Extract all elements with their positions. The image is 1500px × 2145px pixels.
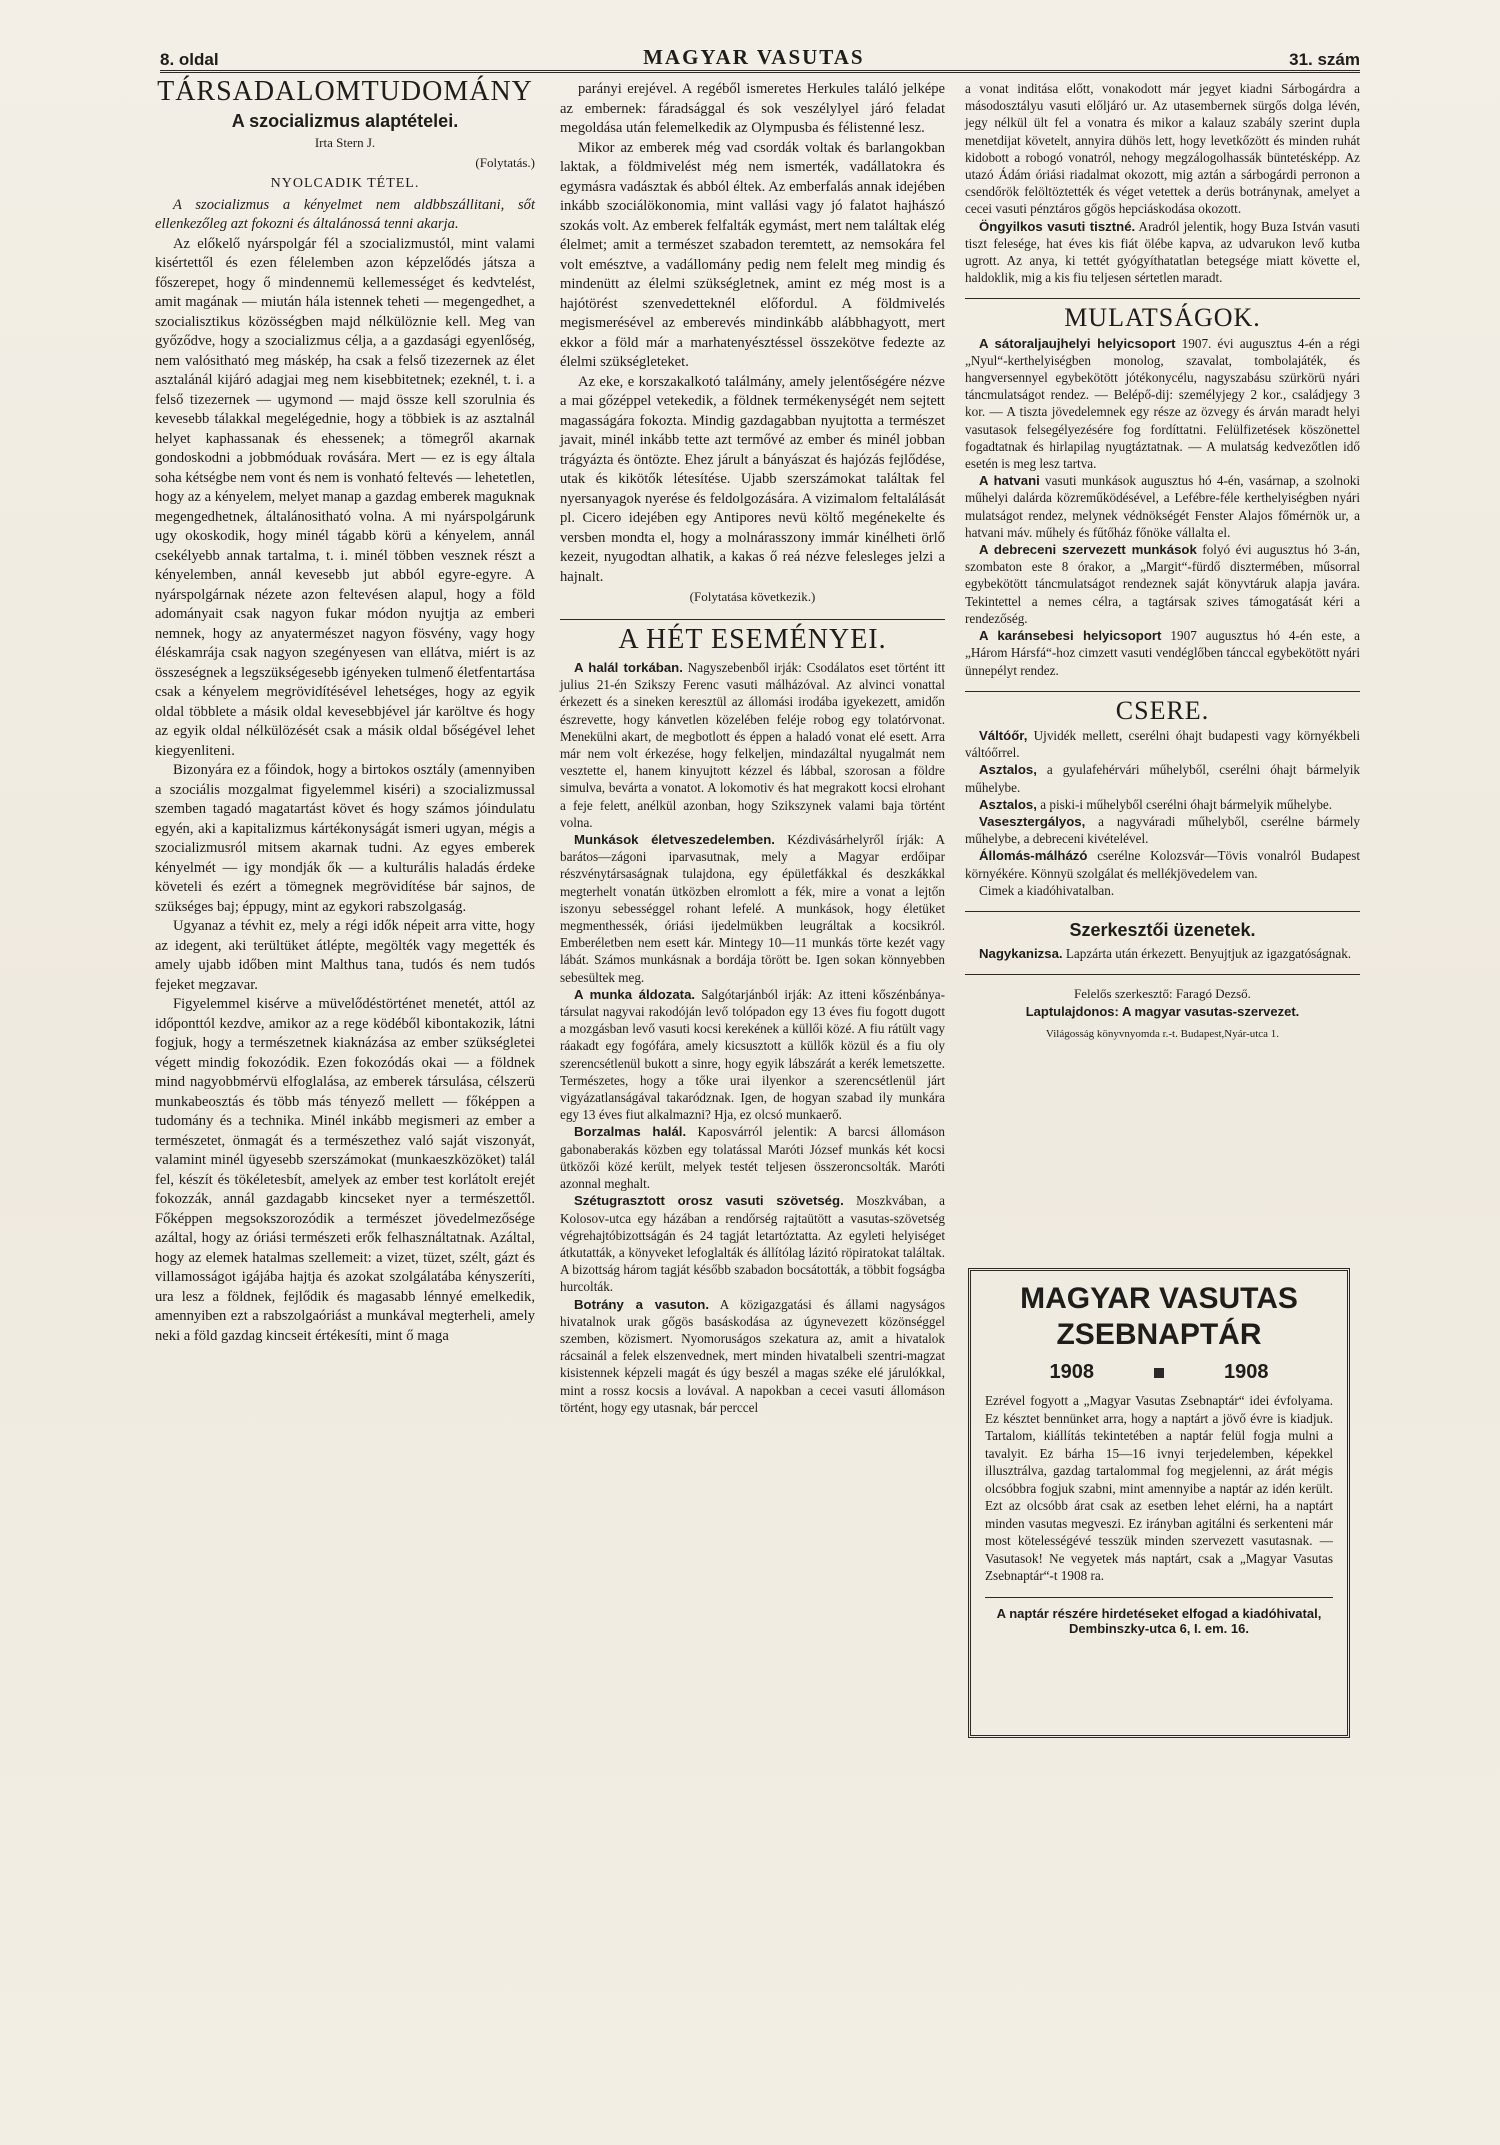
paragraph: parányi erejével. A regéből ismeretes Herkules találó jelképe az embernek: fáradsággal és sok veszélylyel járó feladat megoldása után felemelkedik az Olympusba és félistenné lesz. [560,81,945,136]
notice-item [965,335,1360,473]
paragraph: Ugyanaz a tévhit ez, mely a régi idők népeit arra vitte, hogy az idegent, aki terültüket átlépte, megölték vagy megették és amely ujabb időben mint Malthus tana, tudós és nem tudós fejeket megzavar. [155,918,535,993]
news-text: Aradról jelentik, hogy Buza István vasuti tiszt felesége, hat éves kis fiát ölébe kapva, az udvarukon levő kutba ugrott. Az anya, ki tettét gyógyíthatatlan betegsége miatt követte el, haldoklik, mig a kis fiu teljesen sértetlen maradt. [965,218,1360,286]
imprint-editor: Felelős szerkesztő: Faragó Dezső. [1074,986,1251,1002]
article-lead: A szocializmus a kényelmet nem aldbbszállitani, sőt ellenkezőleg azt fokozni és általánossá tenni akarja. [155,196,535,232]
notice-text: 1907 augusztus hó 4-én este, a „Három Hársfá“-hoz cimzett vasuti vendéglőben tánccal egybekötött nyári ünnepélyt rendez. [965,628,1360,678]
news-keyword: Öngyilkos vasuti tisztné. [979,218,1136,234]
exchange-text: Ujvidék mellett, cserélni óhajt budapesti vagy környékbeli váltóőrrel. [965,727,1360,761]
divider [965,974,1360,975]
exchange-footer: Cimek a kiadóhivatalban. [979,882,1115,898]
notice-item [965,472,1360,541]
editor-note-keyword: Nagykanizsa. [979,946,1063,962]
paragraph: Az előkelő nyárspolgár fél a szocializmustól, mint valami kisértettől és ezen félelemben azon képzelődés játsza a főszerepet, hogy ő mindennemü kellemességet és kedvtelést, amit magának — miután hála istennek teheti — megengedhet, a szocialisztikus közösségben majd nélkülöznie kell. Meg van győződve, hogy a szocializmus célja, a a gazdasági egyenlőség, nem valósitható meg máskép, ha csak a felső tizezernek az élet asztalánál kijáró adagjai meg nem kisebbitetnek; ezeknél, t. i. a felső tizezernek — ugymond — majd össze kell szorulnia és kevesebb tálakkal megelégednie, hogy a többiek is az asztalnál helyet kaphassanak és ehessenek; a tömegről akarnak gondoskodni a jobbmóduak rovására. Mert — ez is egy általa soha kétségbe nem vont és nem is vonható feltevés — lehetetlen, hogy az a kényelem, melyet manap a gazdag emberek maguknak megengedhetnek, általánositható volna. A mi nyárspolgárunk ugy okoskodik, hogy minél tágabb körü a kényelem, annál csekélyebb annak tartalma, t. i. minél többen vesznek részt a kényelemben, annál kevesebb jut abból egyre-egyre. A nyárspolgárnak nézete azon feltevésen alapul, hogy a föld adományait csak nagyon fukar módon nyujtja az emberi nemnek, hogy az anyatermészet nagyon fösvény, vagy hogy éléskamrája csak nagyon szegényesen van ellátva, miért is az összeségnek a legszükségesebb igényeken tulmenő életfentartása csak a kényelem megrövidítésével lehetséges, hogy az egyik oldal többlete a másik oldal kevesebbjével jár karöltve és hogy az egyik oldal nélkülözését csak a másik oldal bőségével lehet kiegyenliteni. [155,235,535,759]
exchange-item [965,847,1360,881]
imprint-owner: Laptulajdonos: A magyar vasutas-szervezet. [1025,1003,1300,1019]
divider [965,691,1360,692]
divider [560,619,945,620]
masthead-title: MAGYAR VASUTAS [643,45,865,69]
chapter-heading: NYOLCADIK TÉTEL. [270,176,420,191]
exchange-item [965,813,1360,847]
page-number: 8. oldal [160,50,219,69]
news-continuation: a vonat inditása előtt, vonakodott már jegyet kiadni Sárbogárdra a másodosztályu vasuti előljáró ur. Az utasembernek sürgős dolga lévén, jegy nélkül ült fel a vonatra és mikor a kalauz szabály szerint dupla menetdijat követelt, annyira dühös lett, hogy levetkőzött és minden ruhát kidobott a robogó vonatról, nehogy megzálogolhassák büntetésképp. Az utazó Ádám óriási riadalmat okozott, mig aztán a sárbogárdi perronon a csendőrök felöltöztették és véget vetettek a derüs botránynak, amelyet a cecei vasuti pénztáros gőgös hepciáskodása okozott. [965,81,1360,217]
news-keyword: Borzalmas halál. [574,1124,687,1140]
news-text: Nagyszebenből irják: Csodálatos eset történt itt julius 21-én Szikszy Ferenc vasuti málházóval. Az alvinci vonattal érkezett és a sineken keresztül az állomási irodába igyekezett, amidőn észrevette, hogy kánvetlen közelében feléje robog egy tolatórvonat. Menekülni akart, de megbotlott és éppen a haladó vonat elé esett. Arra már nem volt érkezése, hogy felkeljen, mindazáltal nyugalmát nem vesztette el, hanem kinyujtott kézzel és lábbal, szorosan a földre simulva, bevárta a vonatot. A lokomotiv és hat megrakott kocsi elrohant a feje felett, anélkül azonban, hogy Szikszynek valami baja történt volna. [560,660,946,830]
notice-text: folyó évi augusztus hó 3-án, szombaton este 8 órakor, a „Margit“-fürdő disztermében, műsorral egybekötött táncmulatságot rendeznek saját könyvtáruk alapja javára. Tekintettel a nemes célra, a tagtársak szives támogatását kéri a rendezőség. [965,542,1361,626]
exchange-text: cserélne Kolozsvár—Tövis vonalról Budapest környékére. Könnyü szolgálat és mellékjövedelem van. [965,848,1360,881]
ad-title-2: ZSEBNAPTÁR [1056,1318,1262,1351]
editor-note-text: Lapzárta után érkezett. Benyujtjuk az igazgatóságnak. [1065,946,1352,962]
exchange-keyword: Asztalos, [979,762,1037,778]
news-item [560,1296,945,1416]
notice-text: vasuti munkások augusztus hó 4-én, vasárnap, a szolnoki műhelyi dalárda közreműködésével, a Lefébre-féle kerthelyiségben nyári mulatságot rendez, melynek védnökségét Fenster Alajos főmérnök ur, a hatvani máv. műhely és fűtőház főnöke vállalta el. [965,473,1361,540]
continued-note: (Folytatás.) [475,154,535,170]
divider [965,911,1360,912]
exchange-text: a nagyváradi műhelyből, cserélne bármely műhelybe, a debreceni kivételével. [965,813,1360,847]
news-item [560,1123,945,1192]
printer-line: Világosság könyvnyomda r.-t. Budapest,Nyár-utca 1. [1045,1027,1280,1040]
notice-item [965,627,1360,679]
paragraph: Bizonyára ez a főindok, hogy a birtokos osztály (amennyiben a szociális mozgalmat figyelemmel kiséri) a szocializmussal szemben tagadó magatartást követ és hogy számos jóindulatu egyén, aki a kapitalizmus kártékonyságát ismeri ugyan, mégis a szocializmusról mitsem akarnak tudni. Az egyes emberek kényelmét — igy mondják ők — a kulturális haladás érdeke követeli és ezért a tömegnek megrövidítése bár sajnos, de szükséges baj; éppugy, mint az egykori rabszolgaság. [155,762,535,915]
ad-years [985,1361,1333,1384]
year-right: 1908 [1224,1361,1269,1383]
exchange-item [965,796,1360,813]
news-item [560,659,945,831]
column-1 [155,76,535,1346]
column-2 [560,80,945,1416]
section-title: MULATSÁGOK. [1064,303,1261,333]
exchange-keyword: Asztalos, [979,796,1037,812]
notice-text: 1907. évi augusztus 4-én a régi „Nyul“-kerthelyiségben monolog, szavalat, tombolajáték, és hangversennyel egybekötött jótékonycélu, nagyszabásu szürkörü nyári táncmulatságot rendez. — Belépő-dij: személyjegy 2 kor., családjegy 3 kor. — A tiszta jövedelemnek egy része az özvegy és árván maradt helyi vasutasok felsegélyezésére fog fordíttatni. Felülfizetések köszönettel fogadtatnak és hirlapilag nyugtáztatnak. — A mulatság kedvezőtlen idő esetén is meg lesz tartva. [965,335,1360,472]
news-text: Moszkvában, a Kolosov-utca egy házában a rendőrség rajtaütött a vasutas-szövetség végrehajtóbizottságán és 24 tagját letartóztatta. Az egyleti helyiséget átkutatták, a könyveket lefoglalták és állítólag lázitó röpiratokat találtak. A bizottság három tagját később szabadon bocsátották, a többit fogságba hurcolták. [560,1193,946,1295]
news-item [965,218,1360,287]
section-title: TÁRSADALOMTUDOMÁNY [157,76,533,107]
exchange-item [965,727,1360,761]
section-title: Szerkesztői üzenetek. [1069,919,1256,940]
news-text: A közigazgatási és állami nagyságos hivatalnok urak gőgös basáskodása az úgynevezett közönséggel szemben, közismert. Nyomoruságos szekatura az, amit a hivatalok rácsainál a felek elszenvednek, mert minden hivatalbeli szentri-magzat kisistennek képzeli magát és úgy beszél a magas széke elé járulókkal, mint a rossz kocsis a lovával. A napokban a cecei vasuti állomáson történt, hogy egy utasnak, bár perccel [560,1296,946,1415]
issue-number: 31. szám [1289,50,1360,69]
notice-keyword: A sátoraljaujhelyi helyicsoport [979,335,1176,351]
news-item [560,1192,945,1295]
news-text: Salgótarjánból irják: Az itteni kőszénbánya-társulat nagyvai rakodóján levő tolópadon egy 13 éves fiu fogott dugott a mozgásban levő vasuti kocsi kerekének a küllői közé. A fiu rátült vagy ráakadt egy fogófára, amely kicsusztott a küllők közül és a fiu oly szerencsétlenül bukott a sinre, hogy egyik lábszárát a kerék lemetszette. Természetes, hogy a tőke urai ilyenkor a szerencsétlenül járt vigyázatlanságával takaródznak. Igen, de hogyan szabad ily munkára egy 13 éves fiut alkalmazni? Hja, ez olcsó munkaerő. [560,986,945,1123]
news-item [560,986,945,1124]
news-keyword: A halál torkában. [574,660,683,675]
almanac-advertisement [968,1268,1350,1738]
paragraph: Mikor az emberek még vad csordák voltak és barlangokban laktak, a földmivelést még nem ismerték, vadállatokra és egymásra vadásztak és abból éltek. Az emberfalás annak idejében inkább szociálökonomia, mint vallási vagy jó falatot hajhászó szokás volt. Az emberek felfalták egymást, mert nem találtak elég élelmet; amit a természet szabadon teremtett, az nemsokára fel volt emésztve, a vadállomány pedig nem felelt meg mindig és mindenütt az élelmi szükségletnek, amint ez még most is a hajótörést szenvedetteknél előfordul. A földmivelés megismerésével az emberevés mindinkább alábbhagyott, mert ekkor a föld már a marhatenyésztéssel összekötve fedezte az élelmi szükségleteket. [560,139,945,370]
notice-keyword: A hatvani [979,473,1040,489]
byline: Irta Stern J. [314,135,376,150]
notice-keyword: A debreceni szervezett munkások [979,542,1197,558]
divider [965,298,1360,299]
news-keyword: A munka áldozata. [574,986,696,1002]
exchange-keyword: Állomás-málházó [979,848,1088,864]
notice-keyword: A karánsebesi helyicsoport [979,628,1162,644]
ad-body: Ezrével fogyott a „Magyar Vasutas Zsebnaptár“ idei évfolyama. Ez késztet bennünket arra, hogy a naptárt a jövő évre is kiadjuk. Tartalom, kiállítás tekintetében a naptár felül fogja mulni a tavalyit. Ez bárha 15—16 ivnyi terjedelemben, képekkel illusztrálva, gazdag tartalommal fog megjelenni, az árát mégis olcsóbbra fogjuk szabni, mint amennyibe a naptár az idén került. Ezt az olcsóbb árat csak az esetben lehet elérni, ha a naptárt minden vasutas megveszi. Ez irányban agitálni és serkenteni már most kötelességévé tesszük minden szervezett vasutasnak. — Vasutasok! Ne vegyetek más naptárt, csak a „Magyar Vasutas Zsebnaptár“-t 1908 ra. [985,1393,1333,1583]
exchange-keyword: Váltóőr, [979,727,1028,743]
news-keyword: Munkások életveszedelemben. [574,832,775,848]
paragraph: Az eke, e korszakalkotó találmány, amely jelentőségére nézve a mai gőzéppel vetekedik, a földnek termékenységét nem sejtett magasságára fokozta. Mindig gazdagabban nyujtotta a természet javait, minél inkább tette azt termővé az ember és minél jobban trágyázta és öntözte. Ehez járult a bányászat és hajózás fejlődése, utak és kikötők létesítése. Ujabb szerszámokat találtak fel nyersanyagok nyerése és feldolgozására. A vizimalom feltalálását pl. Cicero idejében egy Antipores nevü költő megénekelte és versben mondta el, hogy a molnárasszony immár kinélheti örlő kezeit, nyugodtan alhatik, a kakas ő reá nézve felesleges jelzi a hajnalt. [560,373,945,585]
page-header [160,42,1360,73]
exchange-keyword: Vasesztergályos, [979,813,1086,829]
section-title: A HÉT ESEMÉNYEI. [618,623,887,655]
exchange-item [965,761,1360,795]
ad-footer: A naptár részére hirdetéseket elfogad a kiadóhivatal, Dembinszky-utca 6, I. em. 16. [985,1597,1333,1636]
editor-note [965,945,1360,962]
section-title: CSERE. [1115,695,1210,725]
news-item [560,831,945,986]
ad-title-1: MAGYAR VASUTAS [1020,1282,1298,1315]
continued-note: (Folytatása következik.) [689,589,816,604]
year-left: 1908 [1049,1361,1094,1383]
news-keyword: Botrány a vasuton. [574,1296,710,1312]
paragraph: Figyelemmel kisérve a müvelődéstörténet menetét, attól az időponttól kezdve, amikor az a rege ködéből kibontakozik, látni fogjuk, hogy a természetnek kiaknázása az ember szükségletei végett mindig fokozódik. Ezen fokozódás okai — a földnek mind nagyobbmérvü elfoglalása, az emberek társulása, célszerü munkabeosztás és több más tényező mellett — főképpen a tudomány és a technika. Minél inkább megismeri az ember a természetet, önmagát és a természethez való saját viszonyát, valamint minél ügyesebb szerszámokat (munkaeszközöket) talál fel, készít és tökéletesbít, amelyek az ember test korlátolt erejét fokozzák, annál gazdagabb kincseket nyer a természettől. Főképpen megsokszorozódik a természet jövedelmezősége azáltal, hogy az óriási természeti erők felhasználtatnak. Azáltal, hogy az elemek hatalmas szellemeit: a vizet, tüzet, szélt, gázt és villamosságot igájába hajtja és azokat szolgálatába kényszeríti, ura lesz a földnek, fejlődik és magasabb lénnyé emelkedik, amennyiben ezt a rabszolgaóriást a munkával megterheli, amely neki a föld gazdag kincseit értékesíti, mint ő maga [155,996,535,1344]
square-ornament-icon [1154,1368,1164,1378]
news-text: Kaposvárról jelentik: A barcsi állomáson gabonaberakás közben egy tolatással Maróti József munkás két kocsi ütközői közé került, melyek testét teljesen összeroncsolták. Maróti azonnal meghalt. [560,1124,945,1192]
notice-item [965,541,1360,627]
exchange-text: a gyulafehérvári műhelyből, cserélni óhajt bármelyik műhelybe. [965,762,1360,795]
news-keyword: Szétugrasztott orosz vasuti szövetség. [574,1193,844,1209]
news-text: Kézdivásárhelyről írják: A barátos—zágoni iparvasutnak, mely a Magyar erdőipar részvénytársaságnak tulajdona, egy épületfákkal és deszkákkal megterhelt vonatán ütközben elromlott a fék, mire a vonat a lejtőn iszonyu sebességgel rohant lefelé. A munkások, hogy életüket megmenthessék, óriási ijedelmükben leugráltak a kocsikról. Emberéletben nem esett kár. Mintegy 10—11 munkás törte kezét vagy lábát. Számos munkásnak a bordája törött be. Igen sokan könnyebben sebesültek meg. [560,832,946,985]
article-title: A szocializmus alaptételei. [231,110,459,131]
exchange-text: a piski-i műhelyből cserélni óhajt bármelyik műhelybe. [1040,796,1333,812]
column-3 [965,80,1360,1043]
